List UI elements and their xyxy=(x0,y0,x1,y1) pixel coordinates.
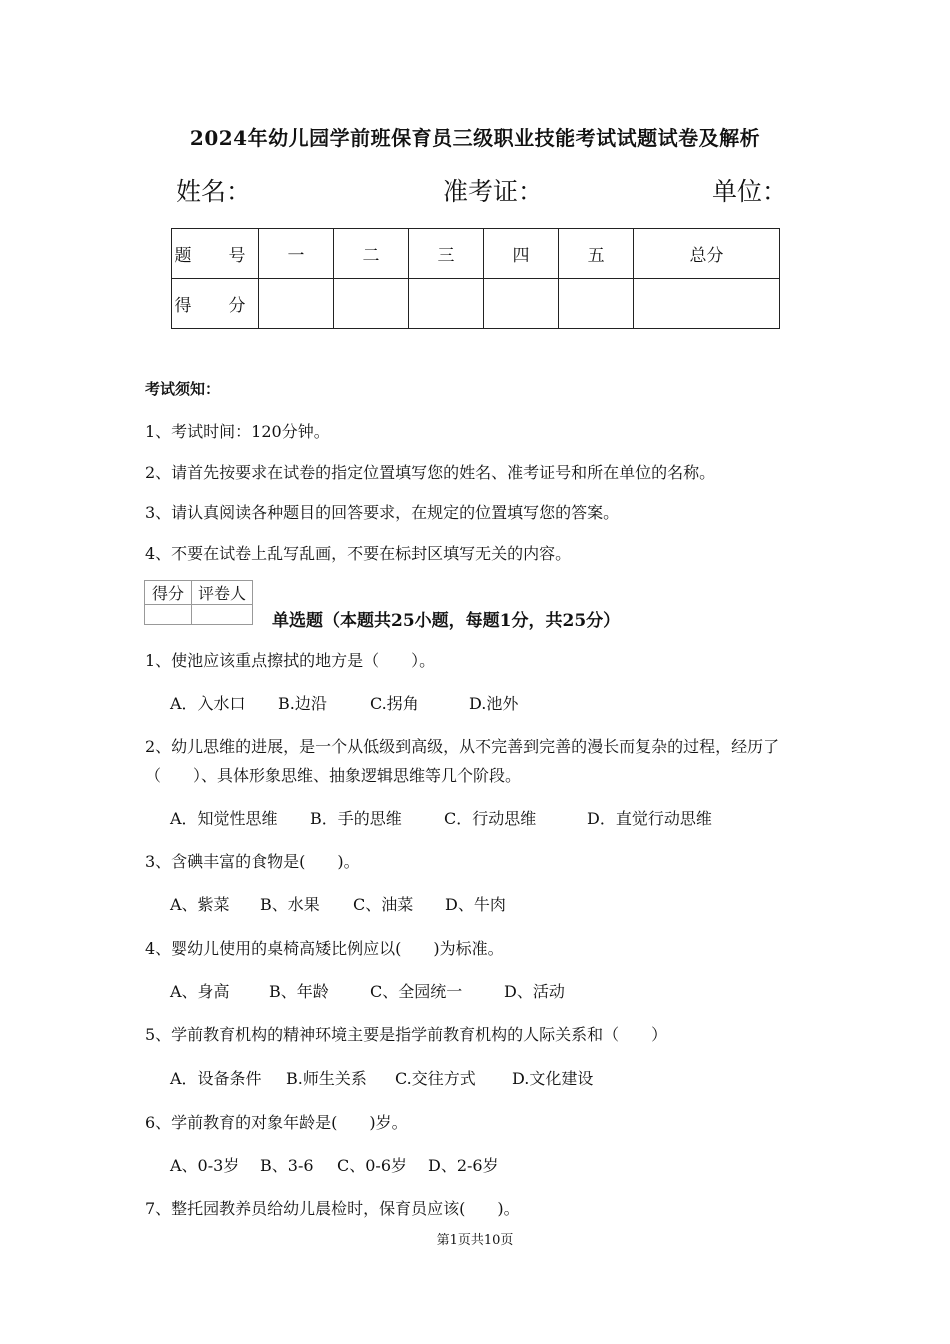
score-cell[interactable] xyxy=(634,279,780,329)
section-title: 单选题（本题共25小题，每题1分，共25分） xyxy=(272,611,621,631)
option: B、水果 xyxy=(260,895,320,914)
grader-score-cell[interactable] xyxy=(145,605,192,625)
option: A、紫菜 xyxy=(170,895,230,914)
notice-item: 1、考试时间：120分钟。 xyxy=(145,422,330,441)
score-cell[interactable] xyxy=(559,279,634,329)
score-table-header-cell: 三 xyxy=(409,229,484,279)
question-text: 5、学前教育机构的精神环境主要是指学前教育机构的人际关系和（ ） xyxy=(145,1025,668,1044)
option: C．行动思维 xyxy=(444,809,537,828)
option: C.拐角 xyxy=(370,694,419,713)
question-options xyxy=(170,806,712,829)
score-table-score-row xyxy=(172,279,780,329)
option: B、年龄 xyxy=(269,982,329,1001)
option: C、油菜 xyxy=(353,895,414,914)
page-footer: 第1页共10页 xyxy=(436,1233,514,1248)
score-table-header-cell: 一 xyxy=(259,229,334,279)
score-cell[interactable] xyxy=(259,279,334,329)
question-options xyxy=(170,691,518,714)
score-table-header-row xyxy=(172,229,780,279)
question-options xyxy=(170,979,565,1002)
document-title: 2024年幼儿园学前班保育员三级职业技能考试试题试卷及解析 xyxy=(189,126,761,150)
option: C、0-6岁 xyxy=(337,1156,408,1175)
question-text: 7、整托园教养员给幼儿晨检时，保育员应该( )。 xyxy=(145,1199,520,1218)
score-table-header-cell: 总分 xyxy=(634,229,780,279)
name-field-label: 姓名： xyxy=(176,177,252,206)
question-text: 1、使池应该重点擦拭的地方是（ ）。 xyxy=(145,651,436,670)
score-table-header-cell: 二 xyxy=(334,229,409,279)
question-text: 4、婴幼儿使用的桌椅高矮比例应以( )为标准。 xyxy=(145,939,504,958)
score-cell[interactable] xyxy=(334,279,409,329)
question-options xyxy=(170,1153,499,1176)
grader-name-label: 评卷人 xyxy=(192,581,253,605)
question-text: 2、幼儿思维的进展，是一个从低级到高级，从不完善到完善的漫长而复杂的过程，经历了 xyxy=(145,737,780,756)
question-options xyxy=(170,892,506,915)
option: B．手的思维 xyxy=(310,809,402,828)
option: B.边沿 xyxy=(278,694,327,713)
question-text: 3、含碘丰富的食物是( )。 xyxy=(145,852,360,871)
score-cell[interactable] xyxy=(484,279,559,329)
option: C、全园统一 xyxy=(370,982,463,1001)
score-table-header-cell: 四 xyxy=(484,229,559,279)
option: A．入水口 xyxy=(170,694,246,713)
score-table xyxy=(171,228,780,329)
option: D、牛肉 xyxy=(445,895,506,914)
grader-score-label: 得分 xyxy=(145,581,192,605)
option: A、身高 xyxy=(170,982,230,1001)
notice-item: 4、不要在试卷上乱写乱画，不要在标封区填写无关的内容。 xyxy=(145,544,572,563)
option: C.交往方式 xyxy=(395,1069,476,1088)
score-cell[interactable] xyxy=(409,279,484,329)
option: D、活动 xyxy=(504,982,565,1001)
notice-heading: 考试须知： xyxy=(145,380,221,398)
option: B.师生关系 xyxy=(286,1069,367,1088)
question-text-continued: （ ）、具体形象思维、抽象逻辑思维等几个阶段。 xyxy=(145,766,522,785)
option: A．知觉性思维 xyxy=(170,809,278,828)
option: A、0-3岁 xyxy=(170,1156,240,1175)
unit-field-label: 单位： xyxy=(712,177,788,206)
option: D.池外 xyxy=(469,694,519,713)
option: D、2-6岁 xyxy=(428,1156,499,1175)
grader-box xyxy=(144,580,253,625)
grader-name-cell[interactable] xyxy=(192,605,253,625)
option: A．设备条件 xyxy=(170,1069,262,1088)
notice-item: 3、请认真阅读各种题目的回答要求，在规定的位置填写您的答案。 xyxy=(145,503,620,522)
question-options xyxy=(170,1066,593,1089)
exam-id-field-label: 准考证： xyxy=(443,177,544,206)
score-table-header-cell: 五 xyxy=(559,229,634,279)
notice-item: 2、请首先按要求在试卷的指定位置填写您的姓名、准考证号和所在单位的名称。 xyxy=(145,463,716,482)
score-row-label: 得 分 xyxy=(172,279,259,329)
option: D.文化建设 xyxy=(512,1069,594,1088)
option: B、3-6 xyxy=(260,1156,314,1175)
option: D．直觉行动思维 xyxy=(587,809,712,828)
question-text: 6、学前教育的对象年龄是( )岁。 xyxy=(145,1113,408,1132)
score-table-header-cell: 题 号 xyxy=(172,229,259,279)
